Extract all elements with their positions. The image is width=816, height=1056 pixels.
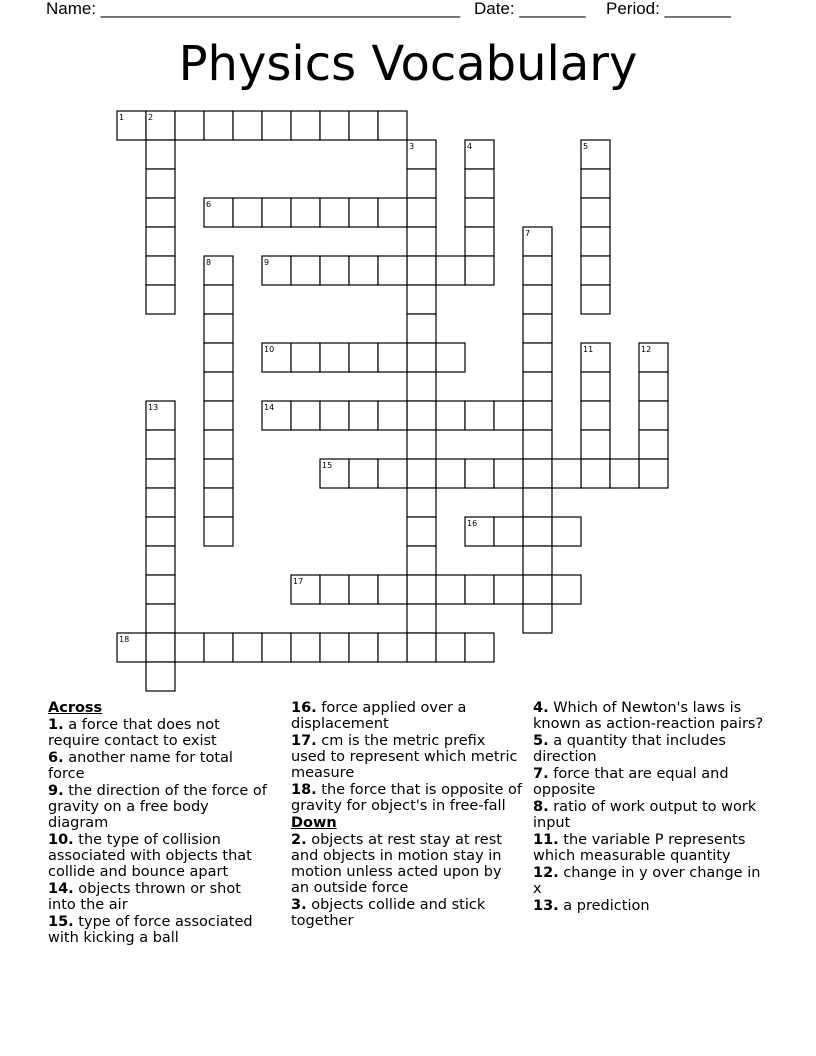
clue-item-text: the force that is opposite of gravity for object's in free-fall: [291, 782, 522, 814]
grid-cell[interactable]: [291, 401, 320, 430]
grid-cell[interactable]: [494, 401, 523, 430]
grid-cell[interactable]: [465, 140, 494, 169]
clue-number: 14: [264, 403, 275, 412]
clue-item-text: a prediction: [558, 898, 650, 914]
grid-cell[interactable]: [146, 604, 175, 633]
clue-item: [291, 700, 523, 732]
grid-cell[interactable]: [291, 198, 320, 227]
grid-cell[interactable]: [204, 198, 233, 227]
grid-cell[interactable]: [465, 169, 494, 198]
clue-item-text: the direction of the force of gravity on a free body diagram: [48, 783, 267, 831]
name-field[interactable]: Name: ______________________________________: [46, 0, 461, 18]
clue-item-number: 18.: [291, 782, 317, 798]
grid-cell[interactable]: [262, 256, 291, 285]
grid-cell[interactable]: [581, 430, 610, 459]
clue-number: 6: [206, 200, 212, 209]
clue-item-number: 2.: [291, 832, 307, 848]
grid-cell[interactable]: [349, 343, 378, 372]
grid-cell[interactable]: [175, 633, 204, 662]
grid-cell[interactable]: [349, 459, 378, 488]
clue-number: 7: [525, 229, 531, 238]
grid-cell[interactable]: [523, 546, 552, 575]
clue-item: [48, 881, 270, 913]
grid-cell[interactable]: [320, 256, 349, 285]
grid-cell[interactable]: [523, 575, 552, 604]
clue-number: 15: [322, 461, 333, 470]
grid-cell[interactable]: [378, 343, 407, 372]
grid-cell[interactable]: [233, 198, 262, 227]
grid-cell[interactable]: [407, 169, 436, 198]
clue-number: 9: [264, 258, 270, 267]
clue-number: 2: [148, 113, 154, 122]
clue-item-text: the variable P represents which measurable quantity: [533, 832, 746, 864]
clue-number: 13: [148, 403, 159, 412]
clue-item-number: 17.: [291, 733, 317, 749]
grid-cell[interactable]: [204, 430, 233, 459]
clue-item-text: cm is the metric prefix used to represent which metric measure: [291, 733, 518, 781]
grid-cell[interactable]: [146, 575, 175, 604]
grid-cell[interactable]: [523, 256, 552, 285]
grid-cell[interactable]: [175, 111, 204, 140]
grid-cell[interactable]: [523, 314, 552, 343]
grid-cell[interactable]: [465, 575, 494, 604]
clue-item-text: the type of collision associated with objects that collide and bounce apart: [48, 832, 252, 880]
grid-cell[interactable]: [581, 285, 610, 314]
clue-number: 17: [293, 577, 304, 586]
grid-cell[interactable]: [349, 256, 378, 285]
grid-cell[interactable]: [204, 343, 233, 372]
grid-cell[interactable]: [494, 459, 523, 488]
clue-item-number: 9.: [48, 783, 64, 799]
grid-cell[interactable]: [320, 198, 349, 227]
clue-item-number: 15.: [48, 914, 74, 930]
clue-number: 4: [467, 142, 473, 151]
clue-item-number: 14.: [48, 881, 74, 897]
grid-cell[interactable]: [146, 662, 175, 691]
clue-item: [533, 898, 769, 914]
grid-cell[interactable]: [291, 343, 320, 372]
clue-item: [533, 799, 769, 831]
grid-cell[interactable]: [523, 604, 552, 633]
grid-cell[interactable]: [262, 401, 291, 430]
grid-cell[interactable]: [407, 314, 436, 343]
grid-cell[interactable]: [407, 459, 436, 488]
clue-number: 5: [583, 142, 589, 151]
grid-cell[interactable]: [204, 401, 233, 430]
grid-cell[interactable]: [233, 111, 262, 140]
grid-cell[interactable]: [349, 198, 378, 227]
grid-cell[interactable]: [291, 633, 320, 662]
grid-cell[interactable]: [407, 285, 436, 314]
grid-cell[interactable]: [407, 198, 436, 227]
grid-cell[interactable]: [320, 575, 349, 604]
grid-cell[interactable]: [523, 488, 552, 517]
grid-cell[interactable]: [146, 140, 175, 169]
grid-cell[interactable]: [204, 314, 233, 343]
clue-number: 16: [467, 519, 478, 528]
grid-cell[interactable]: [146, 285, 175, 314]
clue-item-text: ratio of work output to work input: [533, 799, 757, 831]
clue-item-number: 4.: [533, 700, 549, 716]
clue-item-number: 1.: [48, 717, 64, 733]
clue-number: 12: [641, 345, 652, 354]
clue-item-number: 12.: [533, 865, 559, 881]
grid-cell[interactable]: [146, 169, 175, 198]
grid-cell[interactable]: [146, 227, 175, 256]
clue-item-text: Which of Newton's laws is known as action-reaction pairs?: [533, 700, 764, 732]
clue-item-number: 16.: [291, 700, 317, 716]
grid-cell[interactable]: [320, 459, 349, 488]
grid-cell[interactable]: [204, 256, 233, 285]
grid-cell[interactable]: [407, 546, 436, 575]
grid-cell[interactable]: [349, 111, 378, 140]
clue-number: 10: [264, 345, 275, 354]
grid-cell[interactable]: [204, 633, 233, 662]
grid-cell[interactable]: [581, 169, 610, 198]
grid-cell[interactable]: [523, 430, 552, 459]
grid-cell[interactable]: [146, 633, 175, 662]
grid-cell[interactable]: [581, 401, 610, 430]
grid-cell[interactable]: [581, 140, 610, 169]
grid-cell[interactable]: [523, 285, 552, 314]
down-heading: Down: [291, 815, 337, 831]
grid-cell[interactable]: [320, 633, 349, 662]
grid-cell[interactable]: [436, 633, 465, 662]
clue-item-number: 10.: [48, 832, 74, 848]
clue-item: [291, 782, 523, 814]
clue-item-number: 13.: [533, 898, 559, 914]
grid-cell[interactable]: [407, 517, 436, 546]
across-heading: Across: [48, 700, 103, 716]
clue-number: 11: [583, 345, 594, 354]
grid-cell[interactable]: [146, 517, 175, 546]
grid-cell[interactable]: [291, 256, 320, 285]
grid-cell[interactable]: [146, 111, 175, 140]
clue-item: [48, 832, 270, 880]
clue-item-number: 6.: [48, 750, 64, 766]
grid-cell[interactable]: [204, 488, 233, 517]
grid-cell[interactable]: [146, 430, 175, 459]
grid-cell[interactable]: [204, 517, 233, 546]
period-field[interactable]: Period: _______: [606, 0, 731, 18]
grid-cell[interactable]: [581, 343, 610, 372]
clue-item-number: 7.: [533, 766, 549, 782]
grid-cell[interactable]: [407, 604, 436, 633]
grid-cell[interactable]: [407, 575, 436, 604]
clues-column-1: [48, 700, 270, 947]
grid-cell[interactable]: [146, 401, 175, 430]
grid-cell[interactable]: [320, 111, 349, 140]
grid-cell[interactable]: [523, 401, 552, 430]
grid-cell[interactable]: [349, 401, 378, 430]
clues-column-2: [291, 700, 523, 930]
grid-cell[interactable]: [146, 256, 175, 285]
clue-number: 8: [206, 258, 212, 267]
grid-cell[interactable]: [407, 488, 436, 517]
grid-cell[interactable]: [407, 372, 436, 401]
clue-item-text: force applied over a displacement: [291, 700, 467, 732]
grid-cell[interactable]: [378, 633, 407, 662]
grid-cell[interactable]: [262, 198, 291, 227]
grid-cell[interactable]: [407, 430, 436, 459]
grid-cell[interactable]: [465, 227, 494, 256]
grid-cell[interactable]: [581, 227, 610, 256]
grid-cell[interactable]: [407, 140, 436, 169]
grid-cell[interactable]: [436, 575, 465, 604]
grid-cell[interactable]: [378, 198, 407, 227]
clue-item-text: force that are equal and opposite: [533, 766, 729, 798]
clue-number: 18: [119, 635, 130, 644]
grid-cell[interactable]: [436, 256, 465, 285]
grid-cell[interactable]: [146, 198, 175, 227]
clue-item-number: 3.: [291, 897, 307, 913]
clue-item-text: a quantity that includes direction: [533, 733, 726, 765]
clue-number: 3: [409, 142, 415, 151]
grid-cell[interactable]: [581, 256, 610, 285]
grid-cell[interactable]: [494, 575, 523, 604]
grid-cell[interactable]: [581, 372, 610, 401]
grid-cell[interactable]: [407, 227, 436, 256]
grid-cell[interactable]: [552, 459, 581, 488]
grid-cell[interactable]: [146, 459, 175, 488]
clue-item: [533, 733, 769, 765]
clue-item: [533, 865, 769, 897]
clue-item: [48, 750, 270, 782]
grid-cell[interactable]: [639, 459, 668, 488]
grid-cell[interactable]: [407, 256, 436, 285]
clue-item: [291, 733, 523, 781]
grid-cell[interactable]: [465, 517, 494, 546]
grid-cell[interactable]: [204, 285, 233, 314]
clue-item: [533, 766, 769, 798]
grid-cell[interactable]: [465, 459, 494, 488]
grid-cell[interactable]: [407, 633, 436, 662]
grid-cell[interactable]: [262, 633, 291, 662]
clue-item-number: 5.: [533, 733, 549, 749]
grid-cell[interactable]: [407, 343, 436, 372]
grid-cell[interactable]: [639, 401, 668, 430]
grid-cell[interactable]: [378, 111, 407, 140]
clue-item-text: another name for total force: [48, 750, 233, 782]
grid-cell[interactable]: [552, 517, 581, 546]
grid-cell[interactable]: [204, 372, 233, 401]
date-field[interactable]: Date: _______: [474, 0, 586, 18]
grid-cell[interactable]: [465, 256, 494, 285]
grid-cell[interactable]: [436, 401, 465, 430]
grid-cell[interactable]: [436, 459, 465, 488]
clue-item: [291, 832, 523, 896]
grid-cell[interactable]: [117, 633, 146, 662]
clue-item: [291, 897, 523, 929]
grid-cell[interactable]: [291, 575, 320, 604]
grid-cell[interactable]: [204, 111, 233, 140]
grid-cell[interactable]: [436, 343, 465, 372]
clue-item: [48, 914, 270, 946]
clue-item: [533, 700, 769, 732]
clues-column-3: [533, 700, 769, 915]
grid-cell[interactable]: [523, 459, 552, 488]
grid-cell[interactable]: [378, 401, 407, 430]
clue-item-text: objects collide and stick together: [291, 897, 486, 929]
clue-item-text: a force that does not require contact to exist: [48, 717, 220, 749]
grid-cell[interactable]: [639, 430, 668, 459]
grid-cell[interactable]: [639, 343, 668, 372]
clue-item-text: change in y over change in x: [533, 865, 761, 897]
grid-cell[interactable]: [378, 575, 407, 604]
grid-cell[interactable]: [146, 488, 175, 517]
grid-cell[interactable]: [523, 343, 552, 372]
grid-cell[interactable]: [639, 372, 668, 401]
grid-cell[interactable]: [378, 459, 407, 488]
clue-item-text: objects thrown or shot into the air: [48, 881, 241, 913]
grid-cell[interactable]: [523, 372, 552, 401]
grid-cell[interactable]: [349, 633, 378, 662]
grid-cell[interactable]: [465, 198, 494, 227]
clue-item-number: 8.: [533, 799, 549, 815]
page-title: Physics Vocabulary: [178, 36, 638, 92]
grid-cell[interactable]: [117, 111, 146, 140]
grid-cell[interactable]: [465, 401, 494, 430]
grid-cell[interactable]: [320, 401, 349, 430]
grid-cell[interactable]: [581, 198, 610, 227]
grid-cell[interactable]: [581, 459, 610, 488]
clue-item-text: objects at rest stay at rest and objects in motion stay in motion unless acted upon by an outside force: [291, 832, 502, 896]
grid-cell[interactable]: [262, 111, 291, 140]
clue-item-number: 11.: [533, 832, 559, 848]
grid-cell[interactable]: [610, 459, 639, 488]
grid-cell[interactable]: [204, 459, 233, 488]
grid-cell[interactable]: [378, 256, 407, 285]
clue-item: [533, 832, 769, 864]
clue-item: [48, 783, 270, 831]
grid-cell[interactable]: [407, 401, 436, 430]
grid-cell[interactable]: [291, 111, 320, 140]
grid-cell[interactable]: [523, 517, 552, 546]
grid-cell[interactable]: [233, 633, 262, 662]
grid-cell[interactable]: [320, 343, 349, 372]
grid-cell[interactable]: [552, 575, 581, 604]
grid-cell[interactable]: [494, 517, 523, 546]
grid-cell[interactable]: [523, 227, 552, 256]
clue-number: 1: [119, 113, 125, 122]
clue-item: [48, 717, 270, 749]
grid-cell[interactable]: [262, 343, 291, 372]
grid-cell[interactable]: [349, 575, 378, 604]
grid-cell[interactable]: [146, 546, 175, 575]
grid-cell[interactable]: [465, 633, 494, 662]
clue-item-text: type of force associated with kicking a ball: [48, 914, 253, 946]
